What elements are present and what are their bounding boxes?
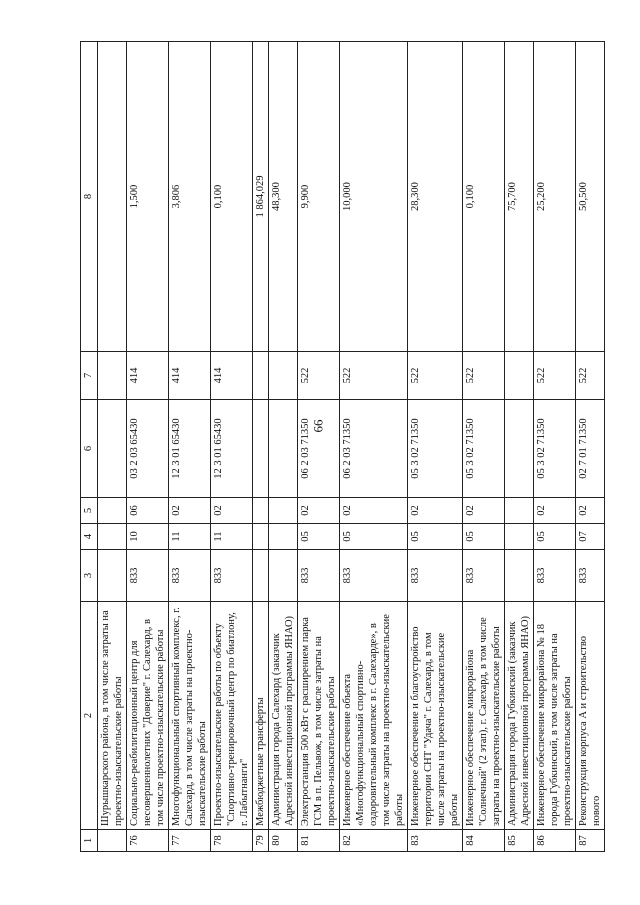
row-section [253,524,269,550]
row-type: 522 [534,352,576,400]
row-section: 10 [127,524,169,550]
table-row [340,42,408,852]
row-subsection: 02 [298,498,340,524]
row-number: 79 [253,830,269,852]
row-section: 05 [340,524,408,550]
row-amount: 25,200 [534,42,576,352]
table-row [253,42,269,852]
row-target: 02 7 01 71350 [576,400,605,498]
row-number: 78 [211,830,253,852]
header-cell: 1 [81,830,98,852]
row-type: 522 [408,352,463,400]
table-row [127,42,169,852]
row-amount: 48,300 [269,42,298,352]
row-section [505,524,534,550]
row-number: 81 [298,830,340,852]
row-section: 05 [298,524,340,550]
row-number: 83 [408,830,463,852]
row-amount: 1 864,029 [253,42,269,352]
row-type [269,352,298,400]
row-number [98,830,127,852]
row-amount [98,42,127,352]
row-amount: 50,500 [576,42,605,352]
row-amount: 28,300 [408,42,463,352]
table-row [408,42,463,852]
row-target: 05 3 02 71350 [534,400,576,498]
row-name: Шурышкарского района, в том числе затраты на проектно-изыскательские работы [98,602,127,830]
row-number: 80 [269,830,298,852]
row-code [269,550,298,602]
row-code: 833 [576,550,605,602]
table-row [576,42,605,852]
page-number: 66 [310,419,326,433]
row-code [505,550,534,602]
row-code: 833 [127,550,169,602]
row-code [253,550,269,602]
row-number: 86 [534,830,576,852]
row-target [269,400,298,498]
row-code: 833 [169,550,211,602]
row-subsection [505,498,534,524]
row-target: 06 2 03 71350 [340,400,408,498]
row-type: 522 [298,352,340,400]
row-section [98,524,127,550]
row-type: 414 [169,352,211,400]
table-row [98,42,127,852]
table-row [534,42,576,852]
row-name: Проектно-изыскательские работы по объекту "Спортивно-тренировочный центр по биатлону, г. Лабытнанги" [211,602,253,830]
row-subsection: 02 [408,498,463,524]
row-target: 05 3 02 71350 [408,400,463,498]
row-target: 03 2 03 65430 [127,400,169,498]
row-subsection: 02 [211,498,253,524]
row-type: 522 [340,352,408,400]
table-row [269,42,298,852]
table-row [505,42,534,852]
row-name: Администрация города Салехард (заказчик Адресной инвестиционной программы ЯНАО) [269,602,298,830]
row-target [98,400,127,498]
row-section: 07 [576,524,605,550]
row-section: 11 [211,524,253,550]
row-code: 833 [534,550,576,602]
row-amount: 75,700 [505,42,534,352]
row-number: 87 [576,830,605,852]
row-amount: 10,000 [340,42,408,352]
header-cell: 6 [81,400,98,498]
row-subsection [98,498,127,524]
row-code: 833 [463,550,505,602]
row-subsection: 02 [169,498,211,524]
row-amount: 0,100 [211,42,253,352]
row-subsection: 06 [127,498,169,524]
table-row [169,42,211,852]
row-name: Инженерное обеспечение микрорайона № 18 города Губкинский, в том числе затраты на проектно-изыскательские работы [534,602,576,830]
header-cell: 4 [81,524,98,550]
row-subsection: 02 [576,498,605,524]
table-row [211,42,253,852]
row-target: 05 3 02 71350 [463,400,505,498]
row-name: Инженерное обеспечение объекта «Многофункциональный спортивно-оздоровительный комплекс в г. Салехарде», в том числе затраты на проектно-изыскательские работы [340,602,408,830]
row-amount: 3,806 [169,42,211,352]
row-code: 833 [298,550,340,602]
header-cell: 5 [81,498,98,524]
row-section [269,524,298,550]
row-name: Администрация города Губкинский (заказчик Адресной инвестиционной программы ЯНАО) [505,602,534,830]
row-number: 84 [463,830,505,852]
row-subsection [269,498,298,524]
row-target: 06 2 03 71350 [298,400,340,498]
row-subsection: 02 [534,498,576,524]
row-type [505,352,534,400]
row-amount: 9,900 [298,42,340,352]
row-subsection: 02 [340,498,408,524]
header-cell: 8 [81,42,98,352]
header-cell: 2 [81,602,98,830]
row-subsection: 02 [463,498,505,524]
row-number: 82 [340,830,408,852]
row-type: 414 [127,352,169,400]
row-code: 833 [340,550,408,602]
row-amount: 1,500 [127,42,169,352]
row-code: 833 [408,550,463,602]
row-section: 11 [169,524,211,550]
row-section: 05 [534,524,576,550]
row-type: 522 [576,352,605,400]
row-name: Многофункциональный спортивный комплекс, г. Салехард, в том числе затраты на проектно-изыскательские работы [169,602,211,830]
row-code: 833 [211,550,253,602]
row-section: 05 [463,524,505,550]
table-row [298,42,340,852]
row-target: 12 3 01 65430 [169,400,211,498]
header-cell: 3 [81,550,98,602]
row-number: 85 [505,830,534,852]
row-name: Инженерное обеспечение и благоустройство территории СНТ "Удача" г. Салехард, в том числе затраты на проектно-изыскательские работы [408,602,463,830]
row-amount: 0,100 [463,42,505,352]
header-row [81,42,98,852]
row-subsection [253,498,269,524]
budget-table [80,41,605,852]
row-target [505,400,534,498]
row-section: 05 [408,524,463,550]
row-number: 76 [127,830,169,852]
row-name: Социально-реабилитационный центр для несовершеннолетних "Доверие" г. Салехард, в том числе проектно-изыскательские работы [127,602,169,830]
rotated-table-container [80,42,602,852]
row-name: Реконструкция корпуса А и строительство нового [576,602,605,830]
row-name: Межбюджетные трансферты [253,602,269,830]
row-type [253,352,269,400]
row-target [253,400,269,498]
table-row [463,42,505,852]
row-type: 414 [211,352,253,400]
row-type: 522 [463,352,505,400]
row-name: Электростанция 500 кВт с расширением парка ГСМ в п. Пельвож, в том числе затраты на проектно-изыскательские работы [298,602,340,830]
row-code [98,550,127,602]
header-cell: 7 [81,352,98,400]
row-name: Инженерное обеспечение микрорайона "Солнечный" (2 этап), г. Салехард, в том числе затраты на проектно-изыскательские работы [463,602,505,830]
row-target: 12 3 01 65430 [211,400,253,498]
row-number: 77 [169,830,211,852]
row-type [98,352,127,400]
